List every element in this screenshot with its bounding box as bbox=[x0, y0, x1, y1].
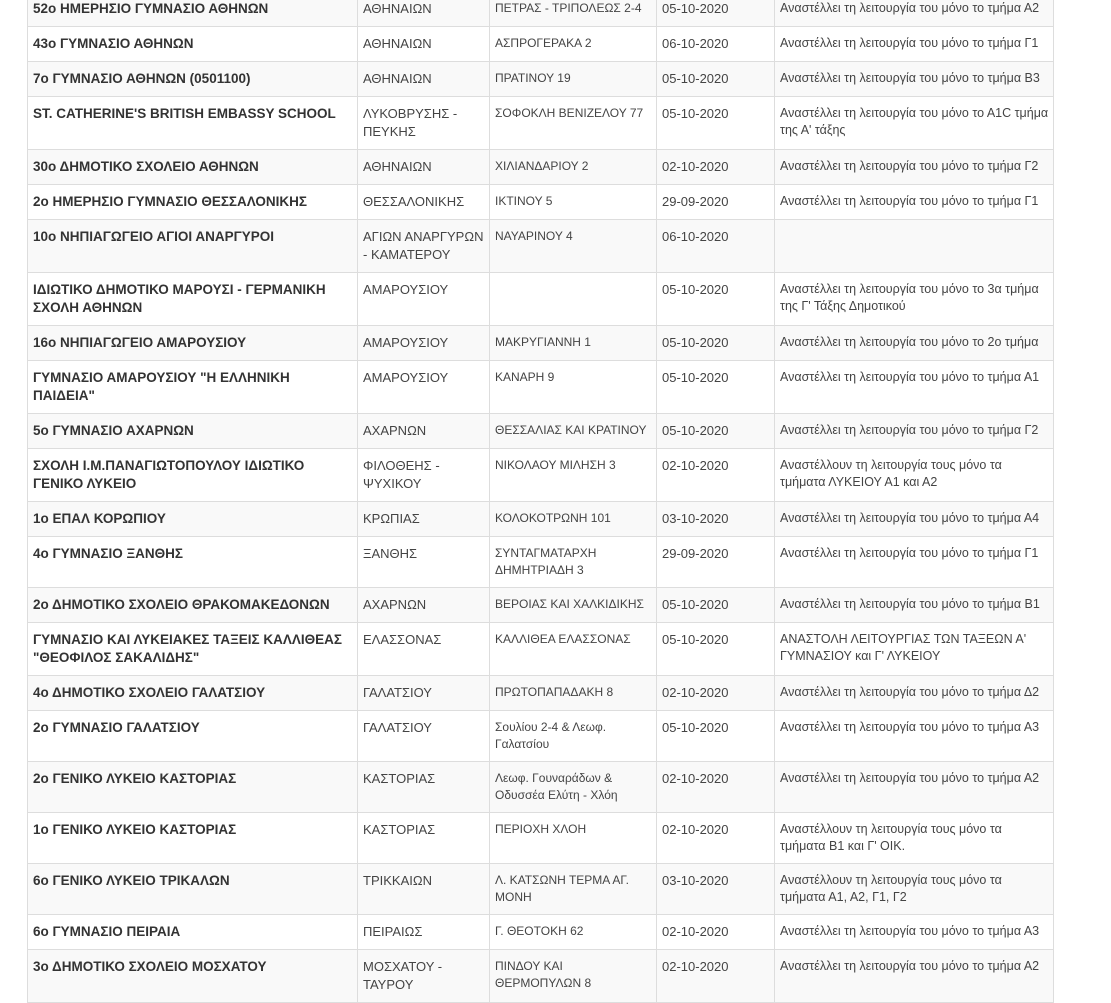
note-cell: Αναστέλλει τη λειτουργία του μόνο το τμήμα Β1 bbox=[775, 588, 1054, 623]
note-cell: Αναστέλλουν τη λειτουργία τους μόνο τα τμήματα Α1, Α2, Γ1, Γ2 bbox=[775, 864, 1054, 915]
school-name-cell: 7ο ΓΥΜΝΑΣΙΟ ΑΘΗΝΩΝ (0501100) bbox=[28, 62, 358, 97]
school-name-cell: 2ο ΗΜΕΡΗΣΙΟ ΓΥΜΝΑΣΙΟ ΘΕΣΣΑΛΟΝΙΚΗΣ bbox=[28, 185, 358, 220]
table-row bbox=[28, 676, 1054, 711]
municipality-cell: ΛΥΚΟΒΡΥΣΗΣ - ΠΕΥΚΗΣ bbox=[358, 97, 490, 150]
date-cell: 02-10-2020 bbox=[657, 915, 775, 950]
note-cell: Αναστέλλει τη λειτουργία του μόνο το τμήμα Α2 bbox=[775, 762, 1054, 813]
municipality-cell: ΑΘΗΝΑΙΩΝ bbox=[358, 62, 490, 97]
table-row bbox=[28, 0, 1054, 27]
date-cell: 06-10-2020 bbox=[657, 27, 775, 62]
date-cell: 02-10-2020 bbox=[657, 150, 775, 185]
date-cell: 05-10-2020 bbox=[657, 273, 775, 326]
table-row bbox=[28, 449, 1054, 502]
date-cell: 05-10-2020 bbox=[657, 326, 775, 361]
table-row bbox=[28, 864, 1054, 915]
note-cell: Αναστέλλει τη λειτουργία του μόνο το 3α τμήμα της Γ' Τάξης Δημοτικού bbox=[775, 273, 1054, 326]
note-cell: Αναστέλλει τη λειτουργία του μόνο το Α1C τμήμα της Α' τάξης bbox=[775, 97, 1054, 150]
date-cell: 29-09-2020 bbox=[657, 185, 775, 220]
date-cell: 06-10-2020 bbox=[657, 220, 775, 273]
table-row bbox=[28, 762, 1054, 813]
table-row bbox=[28, 414, 1054, 449]
municipality-cell: ΦΙΛΟΘΕΗΣ - ΨΥΧΙΚΟΥ bbox=[358, 449, 490, 502]
municipality-cell: ΚΑΣΤΟΡΙΑΣ bbox=[358, 762, 490, 813]
school-name-cell: 5ο ΓΥΜΝΑΣΙΟ ΑΧΑΡΝΩΝ bbox=[28, 414, 358, 449]
school-name-cell: ΓΥΜΝΑΣΙΟ ΑΜΑΡΟΥΣΙΟΥ "Η ΕΛΛΗΝΙΚΗ ΠΑΙΔΕΙΑ" bbox=[28, 361, 358, 414]
municipality-cell: ΑΜΑΡΟΥΣΙΟΥ bbox=[358, 326, 490, 361]
date-cell: 05-10-2020 bbox=[657, 62, 775, 97]
address-cell: ΠΡΩΤΟΠΑΠΑΔΑΚΗ 8 bbox=[490, 676, 657, 711]
date-cell: 02-10-2020 bbox=[657, 813, 775, 864]
school-name-cell: 3ο ΔΗΜΟΤΙΚΟ ΣΧΟΛΕΙΟ ΜΟΣΧΑΤΟΥ bbox=[28, 950, 358, 1003]
date-cell: 02-10-2020 bbox=[657, 449, 775, 502]
school-name-cell: ΙΔΙΩΤΙΚΟ ΔΗΜΟΤΙΚΟ ΜΑΡΟΥΣΙ - ΓΕΡΜΑΝΙΚΗ ΣΧΟΛΗ ΑΘΗΝΩΝ bbox=[28, 273, 358, 326]
date-cell: 02-10-2020 bbox=[657, 676, 775, 711]
note-cell: Αναστέλλει τη λειτουργία του μόνο το τμήμα Β3 bbox=[775, 62, 1054, 97]
municipality-cell: ΑΧΑΡΝΩΝ bbox=[358, 414, 490, 449]
note-cell: Αναστέλλουν τη λειτουργία τους μόνο τα τμήματα ΛΥΚΕΙΟΥ Α1 και Α2 bbox=[775, 449, 1054, 502]
municipality-cell: ΑΓΙΩΝ ΑΝΑΡΓΥΡΩΝ - ΚΑΜΑΤΕΡΟΥ bbox=[358, 220, 490, 273]
table-body bbox=[28, 0, 1054, 1003]
note-cell: Αναστέλλει τη λειτουργία του μόνο το τμήμα Α3 bbox=[775, 915, 1054, 950]
note-cell: Αναστέλλει τη λειτουργία του μόνο το τμήμα Γ1 bbox=[775, 537, 1054, 588]
school-name-cell: 6ο ΓΕΝΙΚΟ ΛΥΚΕΙΟ ΤΡΙΚΑΛΩΝ bbox=[28, 864, 358, 915]
school-name-cell: 4ο ΓΥΜΝΑΣΙΟ ΞΑΝΘΗΣ bbox=[28, 537, 358, 588]
date-cell: 05-10-2020 bbox=[657, 414, 775, 449]
address-cell: ΚΑΛΛΙΘΕΑ ΕΛΑΣΣΟΝΑΣ bbox=[490, 623, 657, 676]
date-cell: 05-10-2020 bbox=[657, 97, 775, 150]
school-name-cell: 1ο ΓΕΝΙΚΟ ΛΥΚΕΙΟ ΚΑΣΤΟΡΙΑΣ bbox=[28, 813, 358, 864]
municipality-cell: ΕΛΑΣΣΟΝΑΣ bbox=[358, 623, 490, 676]
municipality-cell: ΘΕΣΣΑΛΟΝΙΚΗΣ bbox=[358, 185, 490, 220]
table-row bbox=[28, 273, 1054, 326]
note-cell: Αναστέλλει τη λειτουργία του μόνο το τμήμα Γ1 bbox=[775, 27, 1054, 62]
address-cell: Γ. ΘΕΟΤΟΚΗ 62 bbox=[490, 915, 657, 950]
address-cell: ΣΟΦΟΚΛΗ ΒΕΝΙΖΕΛΟΥ 77 bbox=[490, 97, 657, 150]
address-cell: ΠΕΡΙΟΧΗ ΧΛΟΗ bbox=[490, 813, 657, 864]
note-cell: Αναστέλλει τη λειτουργία του μόνο το 2ο τμήμα bbox=[775, 326, 1054, 361]
municipality-cell: ΞΑΝΘΗΣ bbox=[358, 537, 490, 588]
note-cell: Αναστέλλει τη λειτουργία του μόνο το τμήμα Γ2 bbox=[775, 414, 1054, 449]
municipality-cell: ΚΡΩΠΙΑΣ bbox=[358, 502, 490, 537]
school-name-cell: 1ο ΕΠΑΛ ΚΟΡΩΠΙΟΥ bbox=[28, 502, 358, 537]
address-cell: ΝΑΥΑΡΙΝΟΥ 4 bbox=[490, 220, 657, 273]
date-cell: 02-10-2020 bbox=[657, 762, 775, 813]
table-row bbox=[28, 220, 1054, 273]
note-cell bbox=[775, 220, 1054, 273]
date-cell: 03-10-2020 bbox=[657, 502, 775, 537]
school-name-cell: 10ο ΝΗΠΙΑΓΩΓΕΙΟ ΑΓΙΟΙ ΑΝΑΡΓΥΡΟΙ bbox=[28, 220, 358, 273]
address-cell: ΣΥΝΤΑΓΜΑΤΑΡΧΗ ΔΗΜΗΤΡΙΑΔΗ 3 bbox=[490, 537, 657, 588]
municipality-cell: ΑΘΗΝΑΙΩΝ bbox=[358, 150, 490, 185]
date-cell: 05-10-2020 bbox=[657, 0, 775, 27]
address-cell: ΧΙΛΙΑΝΔΑΡΙΟΥ 2 bbox=[490, 150, 657, 185]
note-cell: Αναστέλλει τη λειτουργία του μόνο το τμήμα Α3 bbox=[775, 711, 1054, 762]
municipality-cell: ΤΡΙΚΚΑΙΩΝ bbox=[358, 864, 490, 915]
address-cell: ΜΑΚΡΥΓΙΑΝΝΗ 1 bbox=[490, 326, 657, 361]
address-cell: ΚΑΝΑΡΗ 9 bbox=[490, 361, 657, 414]
note-cell: Αναστέλλει τη λειτουργία του μόνο το τμήμα Α2 bbox=[775, 950, 1054, 1003]
date-cell: 05-10-2020 bbox=[657, 711, 775, 762]
table-row bbox=[28, 623, 1054, 676]
municipality-cell: ΚΑΣΤΟΡΙΑΣ bbox=[358, 813, 490, 864]
school-name-cell: ΣΧΟΛΗ Ι.Μ.ΠΑΝΑΓΙΩΤΟΠΟΥΛΟΥ ΙΔΙΩΤΙΚΟ ΓΕΝΙΚΟ ΛΥΚΕΙΟ bbox=[28, 449, 358, 502]
school-name-cell: 52ο ΗΜΕΡΗΣΙΟ ΓΥΜΝΑΣΙΟ ΑΘΗΝΩΝ bbox=[28, 0, 358, 27]
table-row bbox=[28, 326, 1054, 361]
address-cell: ΠΙΝΔΟΥ ΚΑΙ ΘΕΡΜΟΠΥΛΩΝ 8 bbox=[490, 950, 657, 1003]
school-name-cell: 2ο ΓΕΝΙΚΟ ΛΥΚΕΙΟ ΚΑΣΤΟΡΙΑΣ bbox=[28, 762, 358, 813]
date-cell: 02-10-2020 bbox=[657, 950, 775, 1003]
school-name-cell: 6ο ΓΥΜΝΑΣΙΟ ΠΕΙΡΑΙΑ bbox=[28, 915, 358, 950]
school-name-cell: 43ο ΓΥΜΝΑΣΙΟ ΑΘΗΝΩΝ bbox=[28, 27, 358, 62]
table-row bbox=[28, 537, 1054, 588]
municipality-cell: ΜΟΣΧΑΤΟΥ - ΤΑΥΡΟΥ bbox=[358, 950, 490, 1003]
municipality-cell: ΑΧΑΡΝΩΝ bbox=[358, 588, 490, 623]
school-closures-table bbox=[27, 0, 1054, 1003]
note-cell: Αναστέλλει τη λειτουργία του μόνο το τμήμα Γ1 bbox=[775, 185, 1054, 220]
municipality-cell: ΓΑΛΑΤΣΙΟΥ bbox=[358, 711, 490, 762]
table-row bbox=[28, 950, 1054, 1003]
table-row bbox=[28, 711, 1054, 762]
date-cell: 05-10-2020 bbox=[657, 623, 775, 676]
municipality-cell: ΑΜΑΡΟΥΣΙΟΥ bbox=[358, 361, 490, 414]
table-row bbox=[28, 588, 1054, 623]
date-cell: 05-10-2020 bbox=[657, 588, 775, 623]
address-cell: ΑΣΠΡΟΓΕΡΑΚΑ 2 bbox=[490, 27, 657, 62]
school-name-cell: 2ο ΔΗΜΟΤΙΚΟ ΣΧΟΛΕΙΟ ΘΡΑΚΟΜΑΚΕΔΟΝΩΝ bbox=[28, 588, 358, 623]
date-cell: 05-10-2020 bbox=[657, 361, 775, 414]
note-cell: ΑΝΑΣΤΟΛΗ ΛΕΙΤΟΥΡΓΙΑΣ ΤΩΝ ΤΑΞΕΩΝ Α' ΓΥΜΝΑΣΙΟΥ και Γ' ΛΥΚΕΙΟΥ bbox=[775, 623, 1054, 676]
note-cell: Αναστέλλει τη λειτουργία του μόνο το τμήμα Α4 bbox=[775, 502, 1054, 537]
note-cell: Αναστέλλει τη λειτουργία του μόνο το τμήμα Α2 bbox=[775, 0, 1054, 27]
address-cell: Λεωφ. Γουναράδων & Οδυσσέα Ελύτη - Χλόη bbox=[490, 762, 657, 813]
note-cell: Αναστέλλει τη λειτουργία του μόνο το τμήμα Α1 bbox=[775, 361, 1054, 414]
table-row bbox=[28, 150, 1054, 185]
date-cell: 03-10-2020 bbox=[657, 864, 775, 915]
table-row bbox=[28, 813, 1054, 864]
municipality-cell: ΠΕΙΡΑΙΩΣ bbox=[358, 915, 490, 950]
table-row bbox=[28, 62, 1054, 97]
date-cell: 29-09-2020 bbox=[657, 537, 775, 588]
address-cell: ΙΚΤΙΝΟΥ 5 bbox=[490, 185, 657, 220]
table-row bbox=[28, 97, 1054, 150]
municipality-cell: ΓΑΛΑΤΣΙΟΥ bbox=[358, 676, 490, 711]
address-cell: ΠΡΑΤΙΝΟΥ 19 bbox=[490, 62, 657, 97]
address-cell: ΘΕΣΣΑΛΙΑΣ ΚΑΙ ΚΡΑΤΙΝΟΥ bbox=[490, 414, 657, 449]
school-name-cell: ΓΥΜΝΑΣΙΟ ΚΑΙ ΛΥΚΕΙΑΚΕΣ ΤΑΞΕΙΣ ΚΑΛΛΙΘΕΑΣ "ΘΕΟΦΙΛΟΣ ΣΑΚΑΛΙΔΗΣ" bbox=[28, 623, 358, 676]
school-name-cell: 16ο ΝΗΠΙΑΓΩΓΕΙΟ ΑΜΑΡΟΥΣΙΟΥ bbox=[28, 326, 358, 361]
municipality-cell: ΑΜΑΡΟΥΣΙΟΥ bbox=[358, 273, 490, 326]
note-cell: Αναστέλλει τη λειτουργία του μόνο το τμήμα Δ2 bbox=[775, 676, 1054, 711]
address-cell: ΒΕΡΟΙΑΣ ΚΑΙ ΧΑΛΚΙΔΙΚΗΣ bbox=[490, 588, 657, 623]
school-name-cell: 2ο ΓΥΜΝΑΣΙΟ ΓΑΛΑΤΣΙΟΥ bbox=[28, 711, 358, 762]
address-cell: Λ. ΚΑΤΣΩΝΗ ΤΕΡΜΑ ΑΓ. ΜΟΝΗ bbox=[490, 864, 657, 915]
municipality-cell: ΑΘΗΝΑΙΩΝ bbox=[358, 0, 490, 27]
address-cell: ΝΙΚΟΛΑΟΥ ΜΙΛΗΣΗ 3 bbox=[490, 449, 657, 502]
municipality-cell: ΑΘΗΝΑΙΩΝ bbox=[358, 27, 490, 62]
closures-table-container bbox=[27, 0, 1053, 1003]
table-row bbox=[28, 361, 1054, 414]
address-cell: ΚΟΛΟΚΟΤΡΩΝΗ 101 bbox=[490, 502, 657, 537]
address-cell: Σουλίου 2-4 & Λεωφ. Γαλατσίου bbox=[490, 711, 657, 762]
school-name-cell: ST. CATHERINE'S BRITISH EMBASSY SCHOOL bbox=[28, 97, 358, 150]
note-cell: Αναστέλλει τη λειτουργία του μόνο το τμήμα Γ2 bbox=[775, 150, 1054, 185]
table-row bbox=[28, 502, 1054, 537]
table-row bbox=[28, 915, 1054, 950]
school-name-cell: 30ο ΔΗΜΟΤΙΚΟ ΣΧΟΛΕΙΟ ΑΘΗΝΩΝ bbox=[28, 150, 358, 185]
address-cell: ΠΕΤΡΑΣ - ΤΡΙΠΟΛΕΩΣ 2-4 bbox=[490, 0, 657, 27]
table-row bbox=[28, 27, 1054, 62]
school-name-cell: 4ο ΔΗΜΟΤΙΚΟ ΣΧΟΛΕΙΟ ΓΑΛΑΤΣΙΟΥ bbox=[28, 676, 358, 711]
note-cell: Αναστέλλουν τη λειτουργία τους μόνο τα τμήματα Β1 και Γ' ΟΙΚ. bbox=[775, 813, 1054, 864]
table-row bbox=[28, 185, 1054, 220]
address-cell bbox=[490, 273, 657, 326]
